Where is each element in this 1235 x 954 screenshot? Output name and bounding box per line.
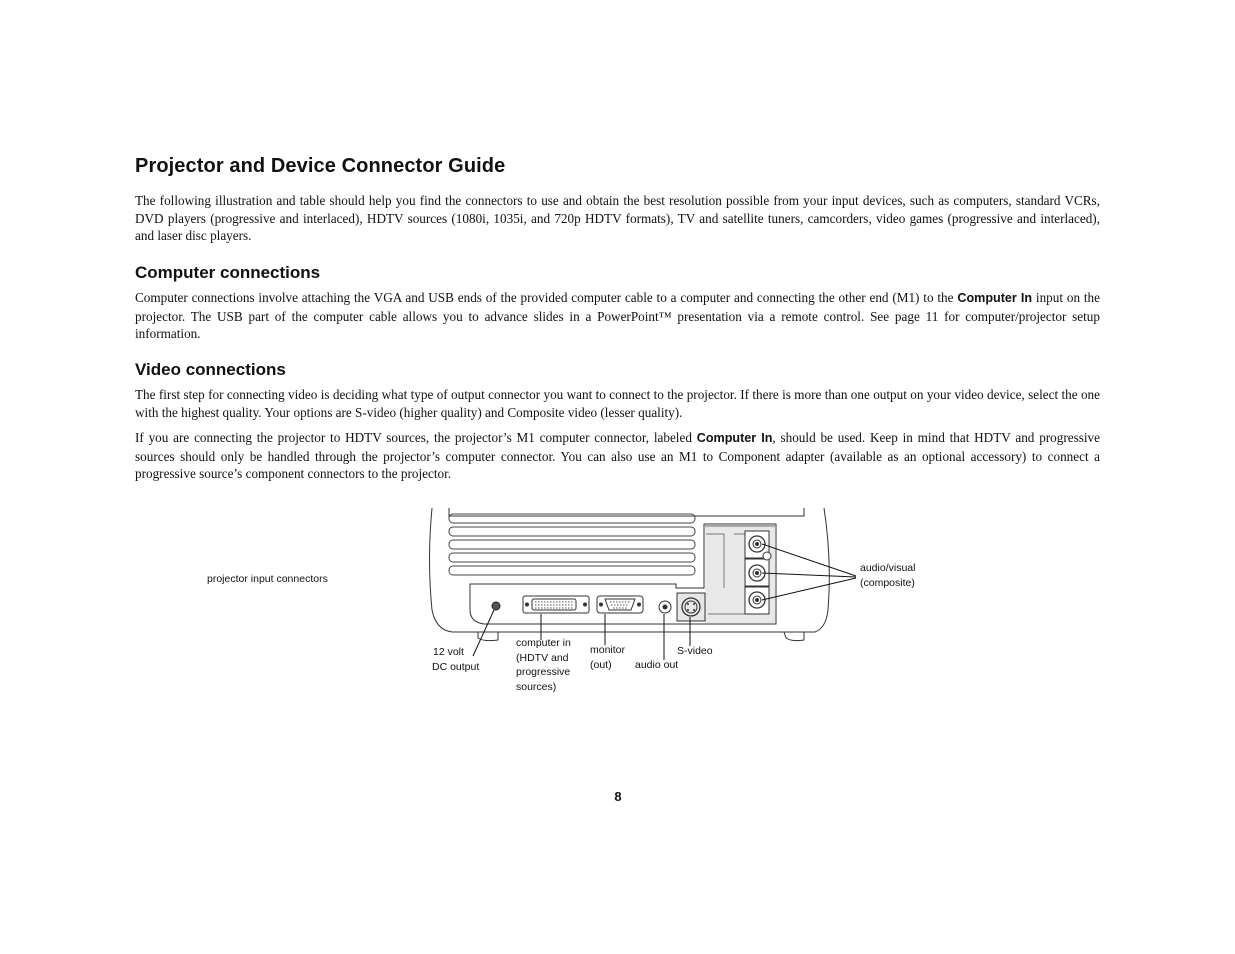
video-paragraph-1: The first step for connecting video is deciding what type of output connector you want to connect to the projector. If there is more than one output on your video device, select the one with the highest quality. Your options are S-video (higher quality) and Composite video (lesser quality). — [135, 387, 1100, 420]
dc-output-label — [432, 645, 479, 674]
composite-av-jacks — [745, 531, 771, 614]
intro-paragraph: The following illustration and table should help you find the connectors to use and obtain the best resolution possible from your input devices, such as computers, standard VCRs, DVD players (progressive and interlaced), HDTV sources (1080i, 1035i, and 720p HDTV formats), TV and satellite tuners, camcorders, video games (progressive and interlaced), and laser disc players. — [135, 193, 1100, 243]
computer-text-after: input on the projector. The USB part of the computer cable allows you to advance slides in a PowerPoint™ presentation via a remote control. See page 11 for computer/projector setup information. — [135, 290, 1100, 341]
connector-panel — [470, 524, 776, 624]
page-number: 8 — [614, 789, 622, 804]
comp-label-line-2: (HDTV and — [516, 651, 569, 664]
video-text-after: , should be used. Keep in mind that HDTV and progressive sources should only be handled through the projector’s computer connector. You can also use an M1 to Component adapter (available as an optional accessory) to connect a progressive source’s component connectors to the projector. — [135, 430, 1100, 481]
audio-out-jack — [659, 601, 671, 613]
vent-housing — [449, 508, 804, 516]
video-connections-heading: Video connections — [135, 360, 286, 379]
audio-visual-label — [860, 561, 915, 590]
dc-output-jack — [492, 602, 500, 610]
comp-label-line-3: progressive — [516, 666, 571, 678]
dc-label-line-1: 12 volt — [433, 646, 464, 658]
computer-connections-paragraph — [135, 289, 1100, 343]
s-video-jack — [677, 593, 705, 621]
av-label-line-1: audio/visual — [860, 562, 916, 574]
figure-caption: projector input connectors — [207, 573, 328, 585]
vent-grille — [449, 514, 695, 575]
computer-in-connector — [523, 596, 589, 613]
computer-connections-heading: Computer connections — [135, 263, 321, 282]
computer-in-term: Computer In — [957, 291, 1033, 305]
av-label-line-2: (composite) — [860, 576, 915, 589]
audio-out-label: audio out — [635, 659, 679, 671]
comp-label-line-1: computer in — [516, 637, 571, 649]
video-text-before: If you are connecting the projector to HDTV sources, the projector’s M1 computer connector, labeled — [135, 430, 697, 445]
computer-in-term-2: Computer In — [696, 431, 773, 445]
computer-in-label — [516, 636, 571, 694]
page-title: Projector and Device Connector Guide — [135, 155, 506, 177]
computer-text-before: Computer connections involve attaching the VGA and USB ends of the provided computer cable to a computer and connecting the other end (M1) to the — [135, 290, 958, 305]
monitor-out-label — [590, 643, 625, 672]
projector-body-outline — [430, 508, 830, 632]
foot-right — [784, 632, 804, 641]
comp-label-line-4: sources) — [516, 680, 557, 693]
video-paragraph-2 — [135, 429, 1100, 483]
dc-label-line-2: DC output — [432, 660, 480, 673]
monitor-label-line-2: (out) — [590, 658, 612, 671]
foot-left — [478, 632, 498, 641]
monitor-out-connector — [597, 596, 643, 613]
s-video-label: S-video — [677, 645, 713, 657]
monitor-label-line-1: monitor — [590, 644, 626, 656]
